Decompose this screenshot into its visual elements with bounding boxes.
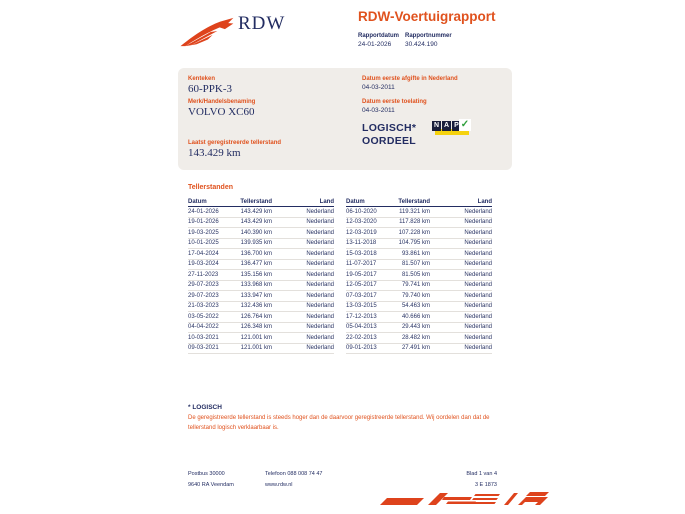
- table-row: [346, 323, 492, 334]
- cell-tellerstand: 133.947 km: [240, 292, 272, 299]
- cell-tellerstand: 139.935 km: [240, 240, 272, 247]
- eerste-toelating-value: 04-03-2011: [362, 107, 395, 114]
- table-row: [346, 207, 492, 218]
- cell-tellerstand: 27.491 km: [401, 345, 430, 352]
- rdw-logo-text: RDW: [238, 13, 286, 34]
- check-icon: ✓: [460, 119, 470, 130]
- cell-land: Nederland: [306, 334, 334, 341]
- cell-tellerstand: 28.482 km: [401, 334, 430, 341]
- footer-address: [188, 469, 234, 491]
- header-tellerstand: Tellerstand: [398, 199, 430, 205]
- cell-tellerstand: 107.228 km: [398, 229, 430, 236]
- cell-tellerstand: 133.968 km: [240, 282, 272, 289]
- table-row: [188, 260, 334, 271]
- header-datum: Datum: [188, 199, 207, 205]
- cell-tellerstand: 93.861 km: [401, 250, 430, 257]
- cell-datum: 05-04-2013: [346, 324, 377, 331]
- cell-tellerstand: 81.507 km: [401, 261, 430, 268]
- cell-land: Nederland: [306, 271, 334, 278]
- table-row: [346, 218, 492, 229]
- cell-land: Nederland: [306, 324, 334, 331]
- cell-land: Nederland: [464, 250, 492, 257]
- table-row: [188, 270, 334, 281]
- cell-land: Nederland: [306, 303, 334, 310]
- cell-tellerstand: 143.429 km: [240, 219, 272, 226]
- cell-land: Nederland: [306, 219, 334, 226]
- cell-land: Nederland: [306, 229, 334, 236]
- footnote-text: De geregistreerde tellerstand is steeds hoger dan de daarvoor geregistreerde tellerstand. Wij oordelen dan dat de tellerstand logisch verklaarbaar is.: [188, 415, 490, 431]
- rdw-wing-logo-icon: [178, 15, 234, 49]
- report-title: RDW-Voertuigrapport: [358, 9, 496, 24]
- table-row: [188, 228, 334, 239]
- cell-datum: 24-01-2026: [188, 208, 219, 215]
- cell-tellerstand: 126.348 km: [240, 324, 272, 331]
- cell-datum: 06-10-2020: [346, 208, 377, 215]
- cell-datum: 19-01-2026: [188, 219, 219, 226]
- footer-address-line1: Postbus 30000: [188, 471, 225, 477]
- tellerstanden-title: Tellerstanden: [188, 184, 233, 191]
- eerste-toelating-label: Datum eerste toelating: [362, 99, 427, 105]
- table-row: [346, 249, 492, 260]
- cell-land: Nederland: [464, 345, 492, 352]
- oordeel-line1: LOGISCH*: [362, 122, 417, 134]
- cell-land: Nederland: [464, 303, 492, 310]
- cell-land: Nederland: [464, 271, 492, 278]
- cell-datum: 21-03-2023: [188, 303, 219, 310]
- table-row: [346, 239, 492, 250]
- cell-datum: 03-05-2022: [188, 313, 219, 320]
- eerste-afgifte-field: [362, 76, 458, 91]
- cell-land: Nederland: [464, 292, 492, 299]
- cell-tellerstand: 136.477 km: [240, 261, 272, 268]
- table-body: [346, 207, 492, 354]
- cell-tellerstand: 79.741 km: [401, 282, 430, 289]
- merk-label: Merk/Handelsbenaming: [188, 99, 256, 105]
- cell-tellerstand: 119.321 km: [399, 208, 430, 215]
- cell-tellerstand: 140.390 km: [240, 229, 272, 236]
- table-body: [188, 207, 334, 354]
- eerste-afgifte-label: Datum eerste afgifte in Nederland: [362, 76, 458, 82]
- cell-datum: 10-03-2021: [188, 334, 219, 341]
- nap-logo: [432, 121, 472, 138]
- footer-address-line2: 9640 RA Veendam: [188, 482, 234, 488]
- header-datum: Datum: [346, 199, 365, 205]
- nap-letter-p: P: [452, 121, 461, 131]
- tellerstanden-table-left: [188, 196, 334, 354]
- cell-datum: 12-03-2020: [346, 219, 377, 226]
- cell-tellerstand: 121.001 km: [240, 334, 272, 341]
- table-row: [188, 312, 334, 323]
- cell-tellerstand: 143.429 km: [240, 208, 272, 215]
- cell-datum: 17-12-2013: [346, 313, 377, 320]
- cell-datum: 11-07-2017: [346, 261, 377, 268]
- tellerstanden-table-right: [346, 196, 492, 354]
- cell-land: Nederland: [306, 208, 334, 215]
- laatste-tellerstand-field: [188, 140, 281, 159]
- nap-letter-a: A: [443, 122, 450, 129]
- cell-datum: 27-11-2023: [188, 271, 219, 278]
- table-row: [188, 344, 334, 355]
- laatste-tellerstand-label: Laatst geregistreerde tellerstand: [188, 140, 282, 146]
- table-row: [188, 207, 334, 218]
- footer-form-code: 3 E 1873: [474, 482, 497, 488]
- cell-datum: 22-02-2013: [346, 334, 377, 341]
- cell-datum: 09-01-2013: [346, 345, 377, 352]
- cell-land: Nederland: [464, 313, 492, 320]
- cell-tellerstand: 132.436 km: [240, 303, 272, 310]
- cell-land: Nederland: [464, 240, 492, 247]
- footer-phone: Telefoon 088 008 74 47: [265, 471, 323, 477]
- merk-field: [188, 99, 255, 118]
- cell-datum: 09-03-2021: [188, 345, 219, 352]
- report-number-label: Rapportnummer: [405, 33, 452, 39]
- cell-datum: 19-05-2017: [346, 271, 377, 278]
- cell-tellerstand: 81.505 km: [401, 271, 430, 278]
- table-row: [188, 333, 334, 344]
- report-number-field: [405, 33, 452, 48]
- cell-datum: 29-07-2023: [188, 282, 219, 289]
- cell-land: Nederland: [464, 208, 492, 215]
- eerste-afgifte-value: 04-03-2011: [362, 84, 395, 91]
- header-land: Land: [477, 199, 492, 205]
- cell-land: Nederland: [464, 324, 492, 331]
- cell-datum: 29-07-2023: [188, 292, 219, 299]
- cell-tellerstand: 117.828 km: [399, 219, 430, 226]
- table-row: [346, 312, 492, 323]
- table-row: [346, 344, 492, 355]
- report-date-label: Rapportdatum: [358, 33, 399, 39]
- table-row: [188, 323, 334, 334]
- speed-stripes-graphic: [372, 491, 550, 509]
- table-row: [346, 260, 492, 271]
- table-row: [188, 291, 334, 302]
- cell-land: Nederland: [306, 345, 334, 352]
- table-header-row: [346, 196, 492, 207]
- cell-datum: 13-03-2015: [346, 303, 377, 310]
- cell-land: Nederland: [306, 282, 334, 289]
- cell-land: Nederland: [306, 313, 334, 320]
- table-row: [346, 302, 492, 313]
- cell-land: Nederland: [306, 250, 334, 257]
- table-row: [188, 218, 334, 229]
- footnote: [188, 404, 504, 433]
- cell-land: Nederland: [464, 229, 492, 236]
- cell-datum: 12-05-2017: [346, 282, 377, 289]
- report-date-value: 24-01-2026: [358, 41, 392, 48]
- cell-datum: 19-03-2024: [188, 261, 219, 268]
- cell-land: Nederland: [306, 240, 334, 247]
- table-row: [188, 249, 334, 260]
- cell-datum: 17-04-2024: [188, 250, 219, 257]
- table-row: [346, 270, 492, 281]
- cell-land: Nederland: [306, 261, 334, 268]
- cell-datum: 07-03-2017: [346, 292, 377, 299]
- eerste-toelating-field: [362, 99, 427, 114]
- cell-datum: 13-11-2018: [346, 240, 377, 247]
- table-row: [188, 302, 334, 313]
- footer-page-number: Blad 1 van 4: [466, 471, 497, 477]
- cell-land: Nederland: [306, 292, 334, 299]
- header-tellerstand: Tellerstand: [240, 199, 272, 205]
- cell-datum: 10-01-2025: [188, 240, 219, 247]
- cell-tellerstand: 54.463 km: [401, 303, 430, 310]
- cell-tellerstand: 121.001 km: [240, 345, 272, 352]
- laatste-tellerstand-value: 143.429 km: [188, 147, 241, 159]
- merk-value: VOLVO XC60: [188, 106, 255, 118]
- cell-land: Nederland: [464, 219, 492, 226]
- cell-land: Nederland: [464, 261, 492, 268]
- oordeel-line2: OORDEEL: [362, 135, 417, 147]
- cell-datum: 15-03-2018: [346, 250, 377, 257]
- header-land: Land: [319, 199, 334, 205]
- kenteken-label: Kenteken: [188, 76, 216, 82]
- report-number-value: 30.424.190: [405, 41, 438, 48]
- table-header-row: [188, 196, 334, 207]
- table-row: [346, 291, 492, 302]
- cell-tellerstand: 29.443 km: [401, 324, 430, 331]
- cell-datum: 12-03-2019: [346, 229, 377, 236]
- report-date-field: [358, 33, 399, 48]
- cell-datum: 19-03-2025: [188, 229, 219, 236]
- table-row: [188, 281, 334, 292]
- cell-land: Nederland: [464, 334, 492, 341]
- cell-tellerstand: 126.764 km: [240, 313, 272, 320]
- cell-tellerstand: 40.666 km: [401, 313, 430, 320]
- table-row: [188, 239, 334, 250]
- table-row: [346, 228, 492, 239]
- nap-letter-n: N: [433, 122, 440, 129]
- footer-contact: [265, 469, 323, 491]
- footnote-title: * LOGISCH: [188, 404, 222, 411]
- cell-tellerstand: 104.795 km: [398, 240, 430, 247]
- table-row: [346, 333, 492, 344]
- cell-tellerstand: 135.156 km: [240, 271, 272, 278]
- cell-datum: 04-04-2022: [188, 324, 219, 331]
- cell-tellerstand: 136.700 km: [240, 250, 272, 257]
- footer-page-info: [420, 469, 497, 491]
- table-row: [346, 281, 492, 292]
- oordeel-text: [362, 122, 416, 148]
- cell-tellerstand: 79.740 km: [401, 292, 430, 299]
- cell-land: Nederland: [464, 282, 492, 289]
- kenteken-value: 60-PPK-3: [188, 83, 233, 95]
- footer-website: www.rdw.nl: [265, 482, 293, 488]
- kenteken-field: [188, 76, 232, 95]
